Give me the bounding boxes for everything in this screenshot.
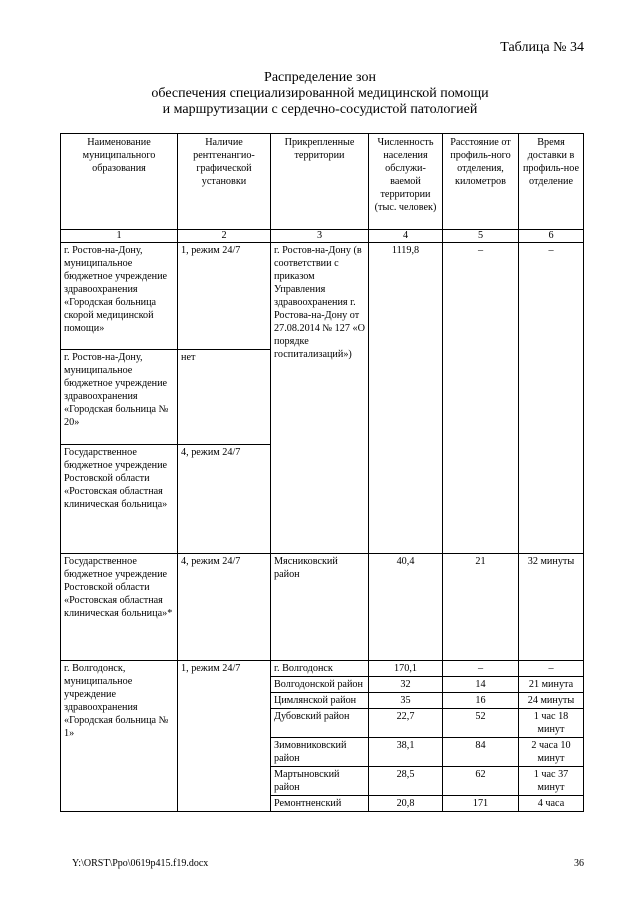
col-header-population: Численность населения обслужи-ваемой территории (тыс. человек) (369, 134, 443, 230)
population-cell: 28,5 (369, 767, 443, 796)
col-header-time: Время доставки в профиль-ное отделение (519, 134, 584, 230)
time-cell: 1 час 37 минут (519, 767, 584, 796)
footer-page-number: 36 (574, 858, 584, 869)
distance-cell: 16 (443, 693, 519, 709)
territory-cell: Цимлянской район (271, 693, 369, 709)
footer-file-path: Y:\ORST\Ppo\0619p415.f19.docx (72, 858, 209, 869)
population-cell: 32 (369, 677, 443, 693)
territory-cell: г. Волгодонск (271, 661, 369, 677)
territory-cell: Мясниковский район (271, 554, 369, 661)
col-header-distance: Расстояние от профиль-ного отделения, километров (443, 134, 519, 230)
population-cell: 38,1 (369, 738, 443, 767)
title-line-1: Распределение зон (264, 70, 376, 85)
routing-table (60, 133, 584, 812)
col-header-territories: Прикрепленные территории (271, 134, 369, 230)
org-equipment: 4, режим 24/7 (178, 554, 271, 661)
time-cell: 4 часа (519, 796, 584, 812)
time-cell: 2 часа 10 минут (519, 738, 584, 767)
title-line-2: обеспечения специализированной медицинской помощи (151, 86, 489, 101)
territory-cell: Мартыновский район (271, 767, 369, 796)
page-title (60, 70, 580, 118)
table-row (61, 243, 584, 350)
org-name: г. Ростов-на-Дону, муниципальное бюджетное учреждение здравоохранения «Городская больница скорой медицинской помощи» (61, 243, 178, 350)
org-name: г. Волгодонск, муниципальное учреждение здравоохранения «Городская больница № 1» (61, 661, 178, 812)
col-number: 6 (519, 230, 584, 243)
table-row (61, 661, 584, 677)
org-equipment: 1, режим 24/7 (178, 243, 271, 350)
col-header-equipment: Наличие рентгенангио-графической установки (178, 134, 271, 230)
distance-cell: 21 (443, 554, 519, 661)
territory-cell: Дубовский район (271, 709, 369, 738)
population-cell: 40,4 (369, 554, 443, 661)
population-cell: 170,1 (369, 661, 443, 677)
time-cell: 21 минута (519, 677, 584, 693)
time-cell: – (519, 243, 584, 554)
time-cell: 24 минуты (519, 693, 584, 709)
title-line-3: и маршрутизации с сердечно-сосудистой патологией (162, 102, 478, 117)
col-number: 3 (271, 230, 369, 243)
population-cell: 22,7 (369, 709, 443, 738)
territory-cell: Волгодонской район (271, 677, 369, 693)
col-header-name: Наименование муниципального образования (61, 134, 178, 230)
column-numbers-row (61, 230, 584, 243)
territory-cell: Ремонтненский (271, 796, 369, 812)
distance-cell: 171 (443, 796, 519, 812)
col-number: 1 (61, 230, 178, 243)
org-name: Государственное бюджетное учреждение Ростовской области «Ростовская областная клиническая больница» (61, 445, 178, 554)
population-cell: 1119,8 (369, 243, 443, 554)
col-number: 4 (369, 230, 443, 243)
table-row (61, 554, 584, 661)
org-equipment: 4, режим 24/7 (178, 445, 271, 554)
distance-cell: – (443, 661, 519, 677)
org-name: Государственное бюджетное учреждение Ростовской области «Ростовская областная клиническая больница»* (61, 554, 178, 661)
population-cell: 20,8 (369, 796, 443, 812)
time-cell: 32 минуты (519, 554, 584, 661)
distance-cell: 62 (443, 767, 519, 796)
org-equipment: 1, режим 24/7 (178, 661, 271, 812)
time-cell: 1 час 18 минут (519, 709, 584, 738)
col-number: 5 (443, 230, 519, 243)
territory-cell: Зимовниковский район (271, 738, 369, 767)
table-header-row (61, 134, 584, 230)
distance-cell: – (443, 243, 519, 554)
distance-cell: 52 (443, 709, 519, 738)
org-name: г. Ростов-на-Дону, муниципальное бюджетное учреждение здравоохранения «Городская больница № 20» (61, 350, 178, 445)
time-cell: – (519, 661, 584, 677)
org-equipment: нет (178, 350, 271, 445)
territory-cell: г. Ростов-на-Дону (в соответствии с приказом Управления здравоохранения г. Ростова-на-Дону от 27.08.2014 № 127 «О порядке госпитализаций») (271, 243, 369, 554)
col-number: 2 (178, 230, 271, 243)
distance-cell: 84 (443, 738, 519, 767)
population-cell: 35 (369, 693, 443, 709)
distance-cell: 14 (443, 677, 519, 693)
table-number-label: Таблица № 34 (500, 40, 584, 55)
